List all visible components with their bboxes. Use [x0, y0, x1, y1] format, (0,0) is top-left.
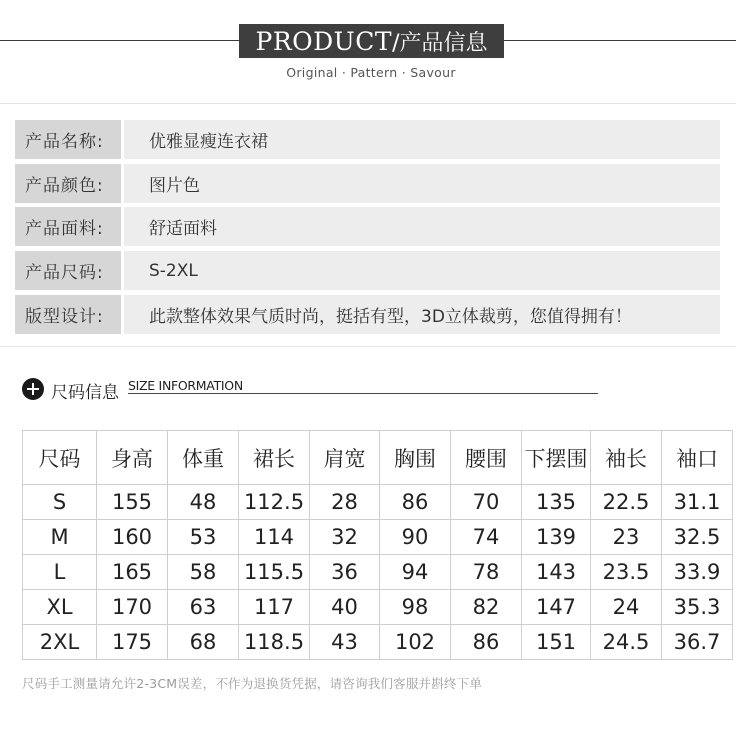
table-cell: 28: [310, 485, 380, 520]
info-value: S-2XL: [124, 251, 720, 290]
table-row: [23, 590, 733, 625]
table-header-cell: 下摆围: [522, 431, 591, 485]
size-section-subtitle: SIZE INFORMATION: [128, 378, 243, 393]
table-cell: 98: [380, 590, 451, 625]
table-cell: 36: [310, 555, 380, 590]
table-header-cell: 肩宽: [310, 431, 380, 485]
info-divider: [0, 346, 736, 347]
table-cell: 24: [591, 590, 662, 625]
table-cell: 90: [380, 520, 451, 555]
table-cell: 2XL: [23, 625, 97, 660]
header-line-right: [504, 40, 736, 41]
info-row-size: [15, 251, 720, 290]
table-cell: 118.5: [239, 625, 310, 660]
info-value: 舒适面料: [124, 207, 720, 246]
table-cell: 117: [239, 590, 310, 625]
table-cell: 32: [310, 520, 380, 555]
table-cell: 102: [380, 625, 451, 660]
info-label: 产品面料:: [15, 207, 121, 246]
table-cell: 160: [97, 520, 168, 555]
plus-circle-icon: [22, 378, 44, 400]
table-cell: 78: [451, 555, 522, 590]
table-cell: L: [23, 555, 97, 590]
table-header-cell: 裙长: [239, 431, 310, 485]
info-value: 此款整体效果气质时尚，挺括有型，3D立体裁剪，您值得拥有！: [124, 295, 720, 334]
table-cell: 31.1: [662, 485, 733, 520]
size-section-title: 尺码信息: [51, 383, 119, 403]
header-divider: [0, 103, 736, 104]
table-cell: 82: [451, 590, 522, 625]
table-header-row: [23, 431, 733, 485]
table-cell: 86: [380, 485, 451, 520]
table-cell: 147: [522, 590, 591, 625]
table-cell: S: [23, 485, 97, 520]
table-cell: 175: [97, 625, 168, 660]
info-label: 产品颜色:: [15, 164, 121, 203]
table-cell: 48: [168, 485, 239, 520]
table-header-cell: 尺码: [23, 431, 97, 485]
info-row-color: [15, 164, 720, 203]
table-cell: 63: [168, 590, 239, 625]
table-cell: 33.9: [662, 555, 733, 590]
table-cell: 24.5: [591, 625, 662, 660]
info-row-name: [15, 120, 720, 159]
table-cell: 58: [168, 555, 239, 590]
table-cell: 35.3: [662, 590, 733, 625]
table-cell: 139: [522, 520, 591, 555]
info-label: 产品尺码:: [15, 251, 121, 290]
table-cell: 86: [451, 625, 522, 660]
info-row-fabric: [15, 207, 720, 246]
table-cell: 114: [239, 520, 310, 555]
header-line-left: [0, 40, 239, 41]
table-cell: 23: [591, 520, 662, 555]
table-cell: 53: [168, 520, 239, 555]
table-row: [23, 485, 733, 520]
table-header-cell: 体重: [168, 431, 239, 485]
size-table: [22, 430, 733, 660]
info-label: 产品名称:: [15, 120, 121, 159]
table-cell: 112.5: [239, 485, 310, 520]
page-subtitle: Original · Pattern · Savour: [286, 65, 456, 80]
page-title-en: PRODUCT: [255, 26, 393, 56]
table-cell: 68: [168, 625, 239, 660]
table-header-cell: 腰围: [451, 431, 522, 485]
info-value: 优雅显瘦连衣裙: [124, 120, 720, 159]
table-cell: M: [23, 520, 97, 555]
table-cell: 115.5: [239, 555, 310, 590]
table-cell: 135: [522, 485, 591, 520]
page-title-cn: /产品信息: [392, 30, 488, 56]
table-cell: 155: [97, 485, 168, 520]
table-cell: 151: [522, 625, 591, 660]
table-row: [23, 555, 733, 590]
table-row: [23, 625, 733, 660]
table-header-cell: 胸围: [380, 431, 451, 485]
size-section-underline: [128, 393, 598, 394]
page-title: [239, 24, 504, 58]
table-cell: 165: [97, 555, 168, 590]
table-row: [23, 520, 733, 555]
table-cell: 36.7: [662, 625, 733, 660]
table-cell: 94: [380, 555, 451, 590]
info-label: 版型设计:: [15, 295, 121, 334]
table-cell: 32.5: [662, 520, 733, 555]
table-header-cell: 身高: [97, 431, 168, 485]
table-cell: 143: [522, 555, 591, 590]
table-header-cell: 袖长: [591, 431, 662, 485]
table-cell: 170: [97, 590, 168, 625]
table-cell: 22.5: [591, 485, 662, 520]
table-cell: 74: [451, 520, 522, 555]
measurement-note: 尺码手工测量请允许2-3CM误差，不作为退换货凭据，请咨询我们客服并斟终下单: [22, 676, 483, 691]
table-cell: 43: [310, 625, 380, 660]
table-cell: 40: [310, 590, 380, 625]
info-row-design: [15, 295, 720, 334]
table-cell: 70: [451, 485, 522, 520]
table-cell: XL: [23, 590, 97, 625]
table-cell: 23.5: [591, 555, 662, 590]
info-value: 图片色: [124, 164, 720, 203]
table-header-cell: 袖口: [662, 431, 733, 485]
